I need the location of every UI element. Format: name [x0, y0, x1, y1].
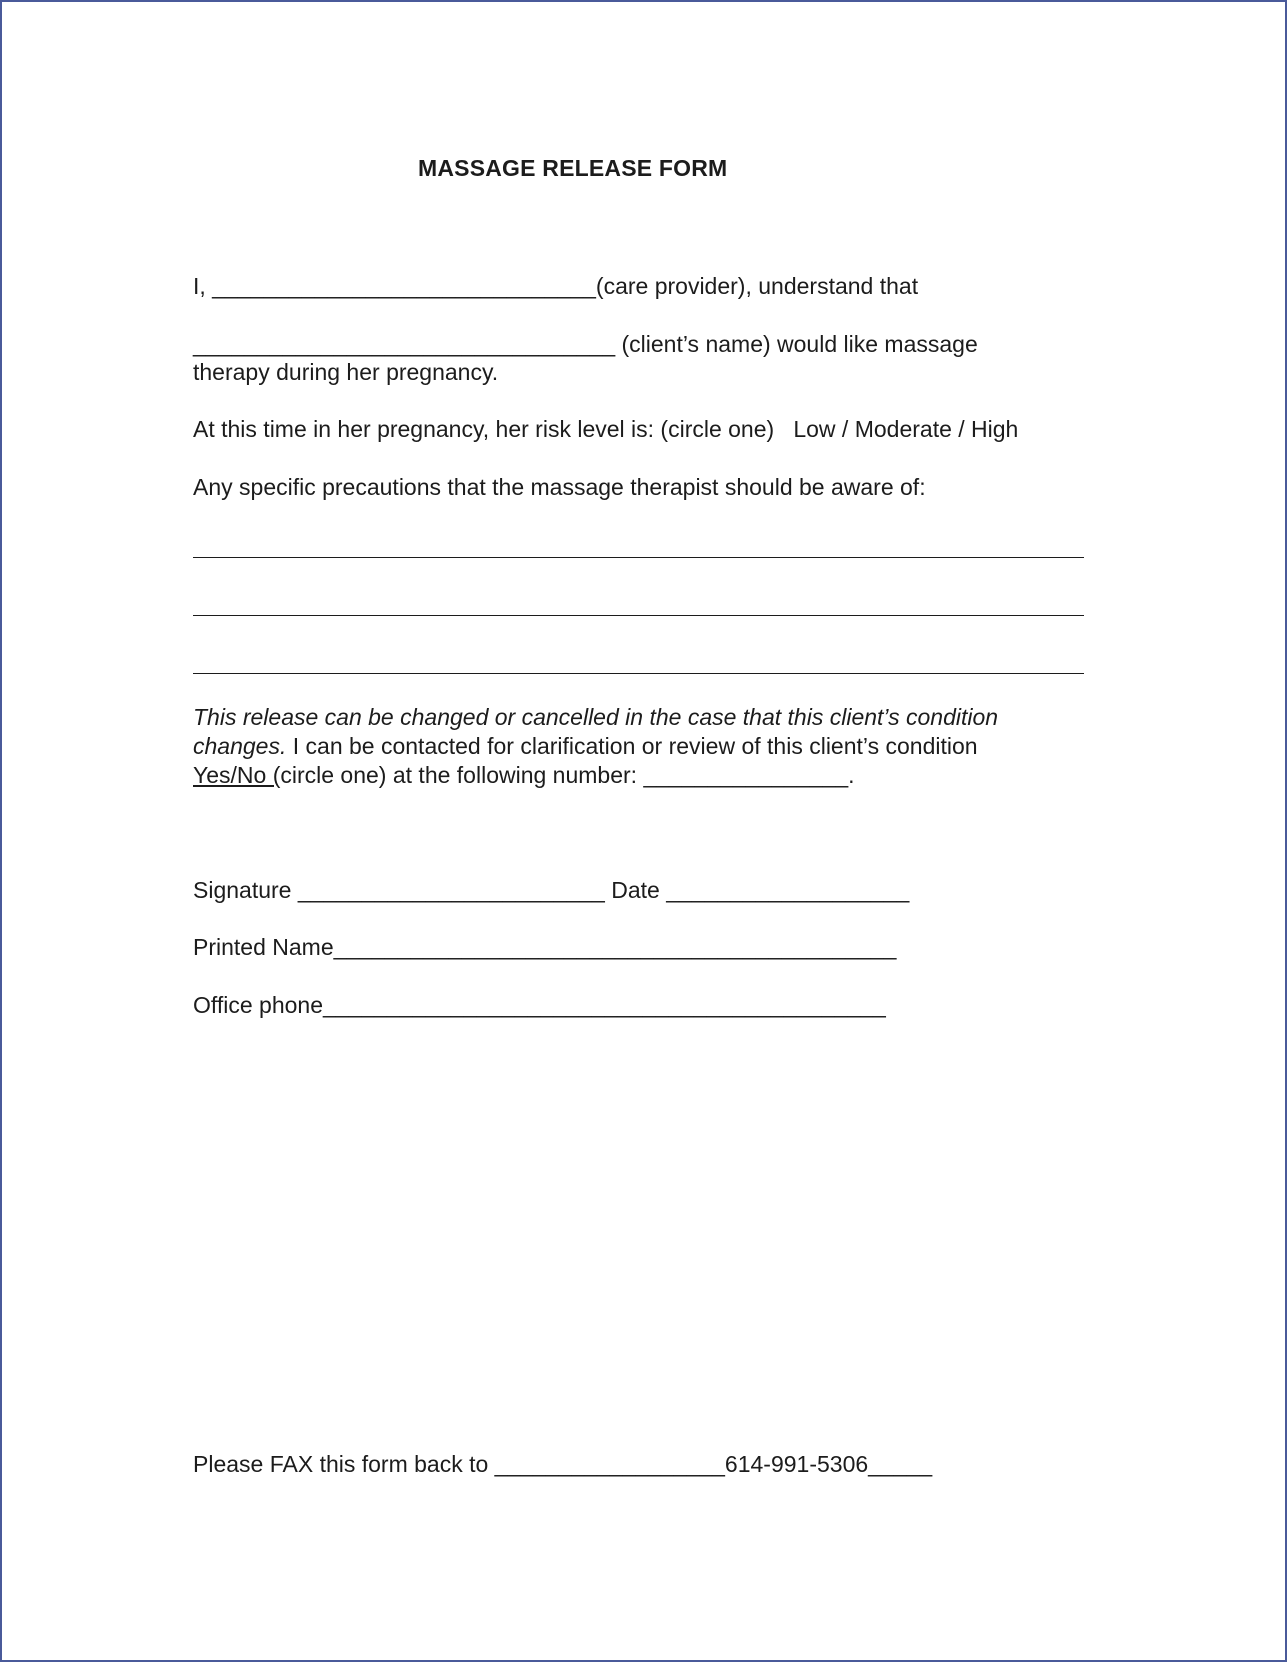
care-provider-line: I, ______________________________(care provider), understand that: [193, 273, 919, 299]
release-contact-text: I can be contacted for clarification or review of this client’s condition: [286, 733, 978, 759]
release-text-line-1: This release can be changed or cancelled in the case that this client’s condition: [193, 704, 999, 730]
printed-name-line: Printed Name____________________________________________: [193, 934, 897, 960]
precautions-line: Any specific precautions that the massage therapist should be aware of:: [193, 474, 926, 500]
client-name-line: _________________________________ (client’s name) would like massage: [193, 331, 978, 357]
risk-level-line: At this time in her pregnancy, her risk level is: (circle one) Low / Moderate / High: [193, 416, 1019, 442]
pregnancy-line: therapy during her pregnancy.: [193, 359, 499, 385]
signature-date-line: Signature ________________________ Date ___________________: [193, 877, 910, 903]
release-text-line-3: [193, 761, 855, 789]
yes-no-option: Yes/No (: [193, 762, 281, 788]
precautions-blank-1: [193, 557, 1084, 558]
fax-line: Please FAX this form back to __________________614-991-5306_____: [193, 1451, 933, 1477]
precautions-blank-3: [193, 673, 1084, 674]
precautions-blank-2: [193, 615, 1084, 616]
release-number-text: circle one) at the following number: ________________.: [280, 762, 855, 788]
release-text-line-2: [193, 732, 978, 760]
form-title: MASSAGE RELEASE FORM: [418, 155, 728, 181]
office-phone-line: Office phone____________________________________________: [193, 992, 886, 1018]
release-changes-italic: changes.: [193, 733, 287, 759]
